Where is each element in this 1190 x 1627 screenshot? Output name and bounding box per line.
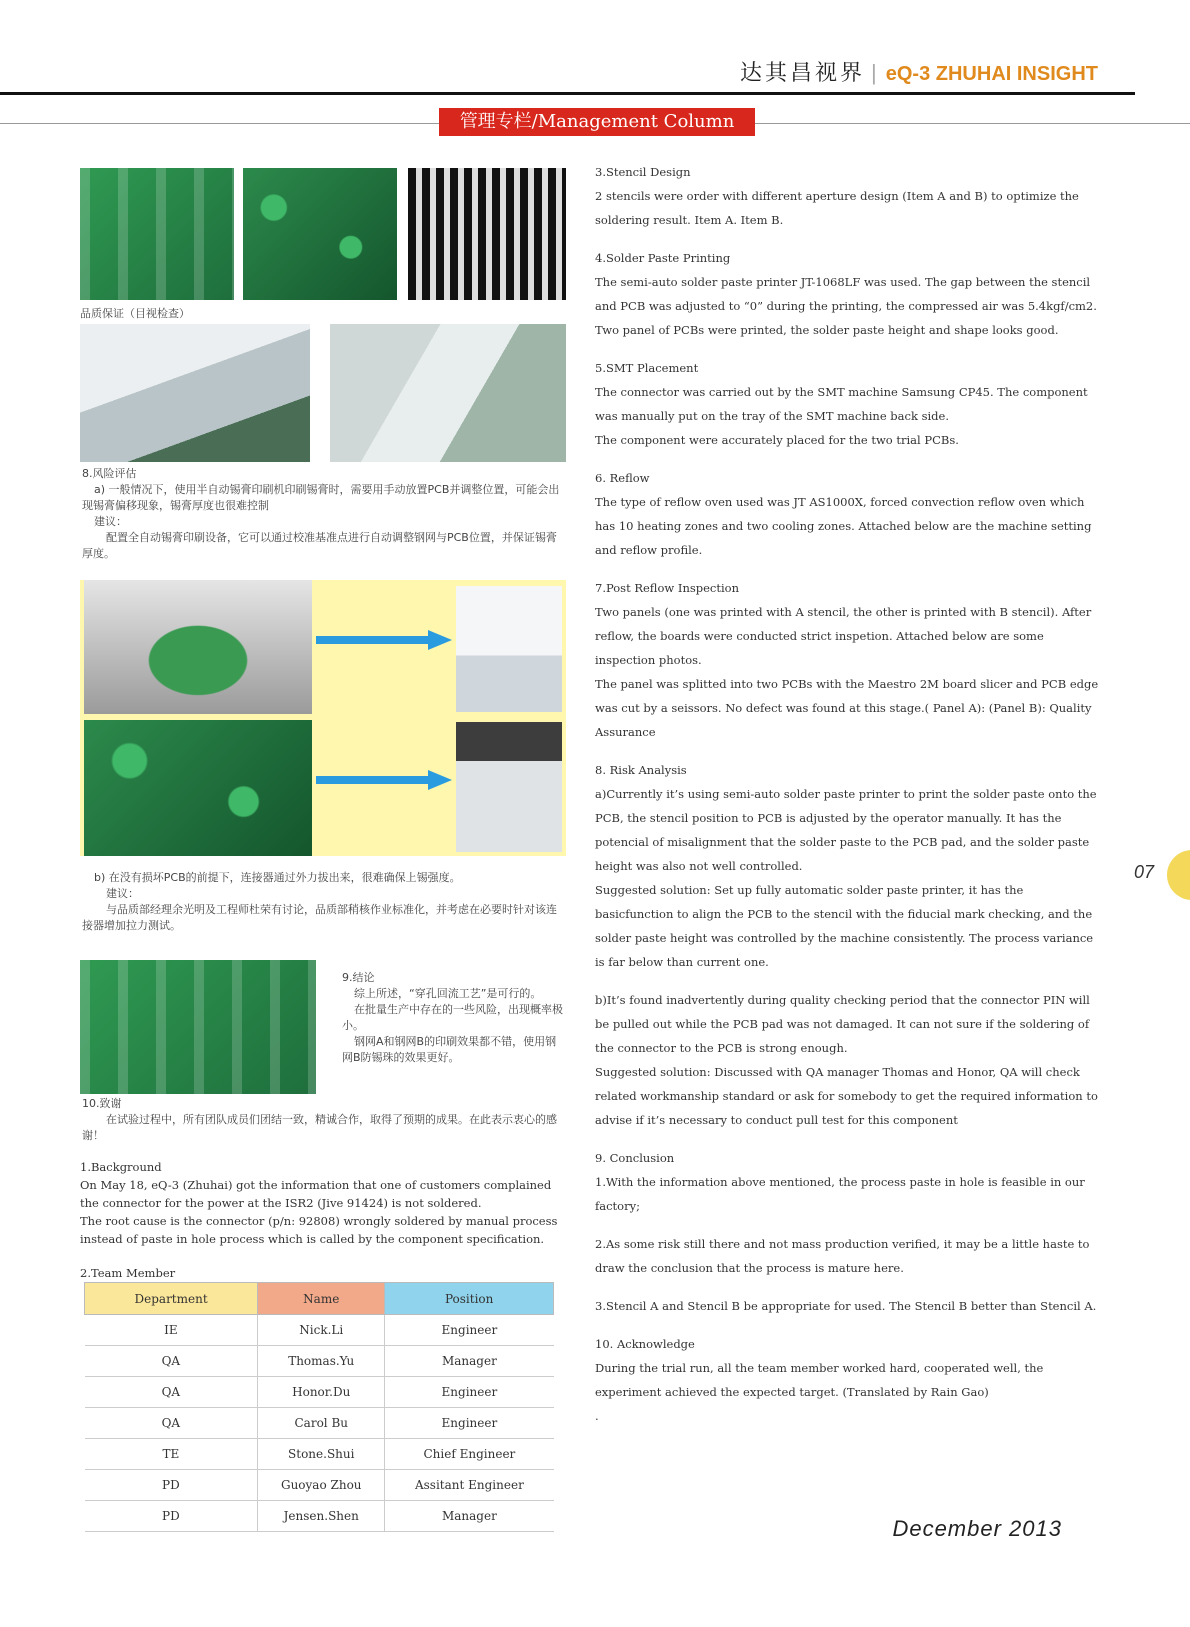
cell-name: Thomas.Yu — [258, 1346, 385, 1377]
section-8-b: b)It’s found inadvertently during quality checking period that the connector PIN will be pulled out while the PCB pad was not damaged. It can not sure if the soldering of the connector to the PCB is strong enough. — [595, 993, 1090, 1055]
section-7-text-2: The panel was splitted into two PCBs with the Maestro 2M board slicer and PCB edge was cut by a seissors. No defect was found at this stage.( Panel A): (Panel B): Quality Assurance — [595, 677, 1099, 739]
section-6-title: 6. Reflow — [595, 471, 650, 485]
page-tab — [1167, 850, 1190, 900]
cell-name: Carol Bu — [258, 1408, 385, 1439]
header-cn-title: 达其昌视界 — [740, 61, 866, 86]
cell-name: Nick.Li — [258, 1315, 385, 1346]
cn-risk-title: 8.风险评估 — [82, 467, 137, 480]
right-column — [595, 160, 1100, 1428]
team-header-name: Name — [258, 1283, 385, 1315]
cn-conclusion-title: 9.结论 — [342, 971, 375, 984]
cell-name: Guoyao Zhou — [258, 1470, 385, 1501]
section-10-title: 10. Acknowledge — [595, 1337, 695, 1351]
cell-department: QA — [85, 1408, 258, 1439]
section-9-p3: 3.Stencil A and Stencil B be appropriate for used. The Stencil B better than Stencil A. — [595, 1299, 1097, 1313]
photo-microscope-inspection — [330, 324, 566, 462]
section-3-title: 3.Stencil Design — [595, 165, 691, 179]
cn-risk-a-solution: 配置全自动锡膏印刷设备，它可以通过校准基准点进行自动调整钢网与PCB位置，并保证锡膏厚度。 — [82, 531, 557, 560]
section-5-text-2: The component were accurately placed for the two trial PCBs. — [595, 433, 959, 447]
cell-position: Assitant Engineer — [385, 1470, 554, 1501]
cn-suggest-label: 建议： — [94, 515, 127, 528]
background-p2: The root cause is the connector (p/n: 92808) wrongly soldered by manual process instead of paste in hole process which is called by the component specification. — [80, 1214, 558, 1246]
photo-visual-inspection-operator — [80, 324, 310, 462]
cell-department: IE — [85, 1315, 258, 1346]
table-row — [85, 1315, 554, 1346]
team-title: 2.Team Member — [80, 1266, 176, 1280]
table-row — [85, 1408, 554, 1439]
header-rule — [0, 92, 1135, 95]
trailing-dot: . — [595, 1409, 599, 1423]
header-separator: | — [871, 60, 880, 85]
table-row — [85, 1346, 554, 1377]
photo-pcb-panel — [243, 168, 397, 300]
team-header-department: Department — [85, 1283, 258, 1315]
cn-conclusion-p2: 在批量生产中存在的一些风险，出现概率极小。 — [342, 1003, 563, 1032]
cn-conclusion-p1: 综上所述，“穿孔回流工艺”是可行的。 — [354, 987, 542, 1000]
column-banner: 管理专栏/Management Column — [439, 108, 755, 136]
cell-department: QA — [85, 1377, 258, 1408]
cell-position: Chief Engineer — [385, 1439, 554, 1470]
section-5-title: 5.SMT Placement — [595, 361, 699, 375]
photo-stencil-printer — [84, 720, 312, 856]
cell-position: Engineer — [385, 1408, 554, 1439]
cn-conclusion-section — [342, 970, 566, 1066]
section-8-a: a)Currently it’s using semi-auto solder paste printer to print the solder paste onto the PCB, the stencil position to PCB is adjusted by the operator manually. It has the potencial of misalignment that the solder paste to the PCB pad, and the solder paste height was also not well controlled. — [595, 787, 1097, 873]
photo-soldered-connector-pcb — [80, 960, 316, 1094]
background-title: 1.Background — [80, 1160, 162, 1174]
table-row — [85, 1377, 554, 1408]
cn-risk-b-solution: 与品质部经理余光明及工程师杜荣有讨论，品质部稍核作业标准化，并考虑在必要时针对该连接器增加拉力测试。 — [82, 903, 557, 932]
photo-pcb-connectors — [80, 168, 234, 300]
cell-position: Engineer — [385, 1377, 554, 1408]
cn-risk-b: b) 在没有损坏PCB的前提下，连接器通过外力拔出来，很难确保上锡强度。 — [94, 871, 461, 884]
team-header-position: Position — [385, 1283, 554, 1315]
section-9-p1: 1.With the information above mentioned, the process paste in hole is feasible in our factory; — [595, 1175, 1085, 1213]
issue-date: December 2013 — [892, 1516, 1062, 1541]
section-7-text-1: Two panels (one was printed with A stencil, the other is printed with B stencil). After reflow, the boards were conducted strict inspetion. Attached below are some inspection photos. — [595, 605, 1092, 667]
cell-department: QA — [85, 1346, 258, 1377]
section-6-text: The type of reflow oven used was JT AS1000X, forced convection reflow oven which has 10 heating zones and two cooling zones. Attached below are the machine setting and reflow profile. — [595, 495, 1092, 557]
section-9-p2: 2.As some risk still there and not mass production verified, it may be a little haste to draw the conclusion that the process is mature here. — [595, 1237, 1090, 1275]
cn-risk-section — [82, 466, 566, 562]
cn-thanks-section — [82, 1096, 566, 1144]
section-8-b-solution: Suggested solution: Discussed with QA manager Thomas and Honor, QA will check related workmanship standard or ask for somebody to get the required information to advise if it’s necessary to conduct pull test for this component — [595, 1065, 1098, 1127]
cn-suggest-label-2: 建议： — [106, 887, 139, 900]
cn-thanks-text: 在试验过程中，所有团队成员们团结一致，精诚合作，取得了预期的成果。在此表示衷心的感谢！ — [82, 1113, 557, 1142]
background-p1: On May 18, eQ-3 (Zhuhai) got the information that one of customers complained the connector for the power at the ISR2 (Jive 91424) is not soldered. — [80, 1178, 552, 1210]
team-table — [84, 1282, 554, 1532]
photo-manual-printing — [84, 580, 312, 714]
section-10-text: During the trial run, all the team member worked hard, cooperated well, the experiment achieved the expected target. (Translated by Rain Gao) — [595, 1361, 1044, 1399]
cn-thanks-title: 10.致谢 — [82, 1097, 122, 1110]
section-9-title: 9. Conclusion — [595, 1151, 675, 1165]
photo-connector-trays — [408, 168, 566, 300]
table-row — [85, 1501, 554, 1532]
cell-position: Manager — [385, 1501, 554, 1532]
cell-department: PD — [85, 1501, 258, 1532]
cn-risk-a: a) 一般情况下，使用半自动锡膏印刷机印刷锡膏时，需要用手动放置PCB并调整位置，可能会出现锡膏偏移现象，锡膏厚度也很难控制 — [82, 483, 560, 512]
cell-name: Jensen.Shen — [258, 1501, 385, 1532]
cell-position: Engineer — [385, 1315, 554, 1346]
cell-name: Honor.Du — [258, 1377, 385, 1408]
section-7-title: 7.Post Reflow Inspection — [595, 581, 739, 595]
cn-conclusion-p3: 钢网A和钢网B的印刷效果都不错，使用钢网B防锡珠的效果更好。 — [342, 1035, 557, 1064]
cell-position: Manager — [385, 1346, 554, 1377]
arrow-icon — [316, 630, 456, 650]
arrow-icon — [316, 770, 456, 790]
cell-department: TE — [85, 1439, 258, 1470]
section-8-title: 8. Risk Analysis — [595, 763, 687, 777]
background-section — [80, 1158, 566, 1248]
section-4-title: 4.Solder Paste Printing — [595, 251, 731, 265]
section-8-a-solution: Suggested solution: Set up fully automatic solder paste printer, it has the basicfunction to align the PCB to the stencil with the fiducial mark checking, and the solder paste height was controlled by the machine consistently. The process variance is far below than current one. — [595, 883, 1094, 969]
section-4-text: The semi-auto solder paste printer JT-1068LF was used. The gap between the stencil and PCB was adjusted to “0” during the printing, the compressed air was 5.4kgf/cm2. Two panel of PCBs were printed, the solder paste height and shape looks good. — [595, 275, 1097, 337]
cn-risk-b-section — [82, 870, 566, 934]
page-number: 07 — [1134, 862, 1155, 882]
cell-name: Stone.Shui — [258, 1439, 385, 1470]
section-3-text: 2 stencils were order with different aperture design (Item A and B) to optimize the soldering result. Item A. Item B. — [595, 189, 1079, 227]
magazine-header — [740, 56, 1098, 87]
table-row — [85, 1470, 554, 1501]
photo-automatic-dispenser — [456, 586, 562, 712]
header-brand: eQ-3 ZHUHAI INSIGHT — [885, 63, 1098, 85]
section-5-text-1: The connector was carried out by the SMT machine Samsung CP45. The component was manually put on the tray of the SMT machine back side. — [595, 385, 1088, 423]
cell-department: PD — [85, 1470, 258, 1501]
photo-automatic-printer — [456, 722, 562, 852]
photo-caption: 品质保证（目视检查） — [80, 307, 190, 320]
table-row — [85, 1439, 554, 1470]
